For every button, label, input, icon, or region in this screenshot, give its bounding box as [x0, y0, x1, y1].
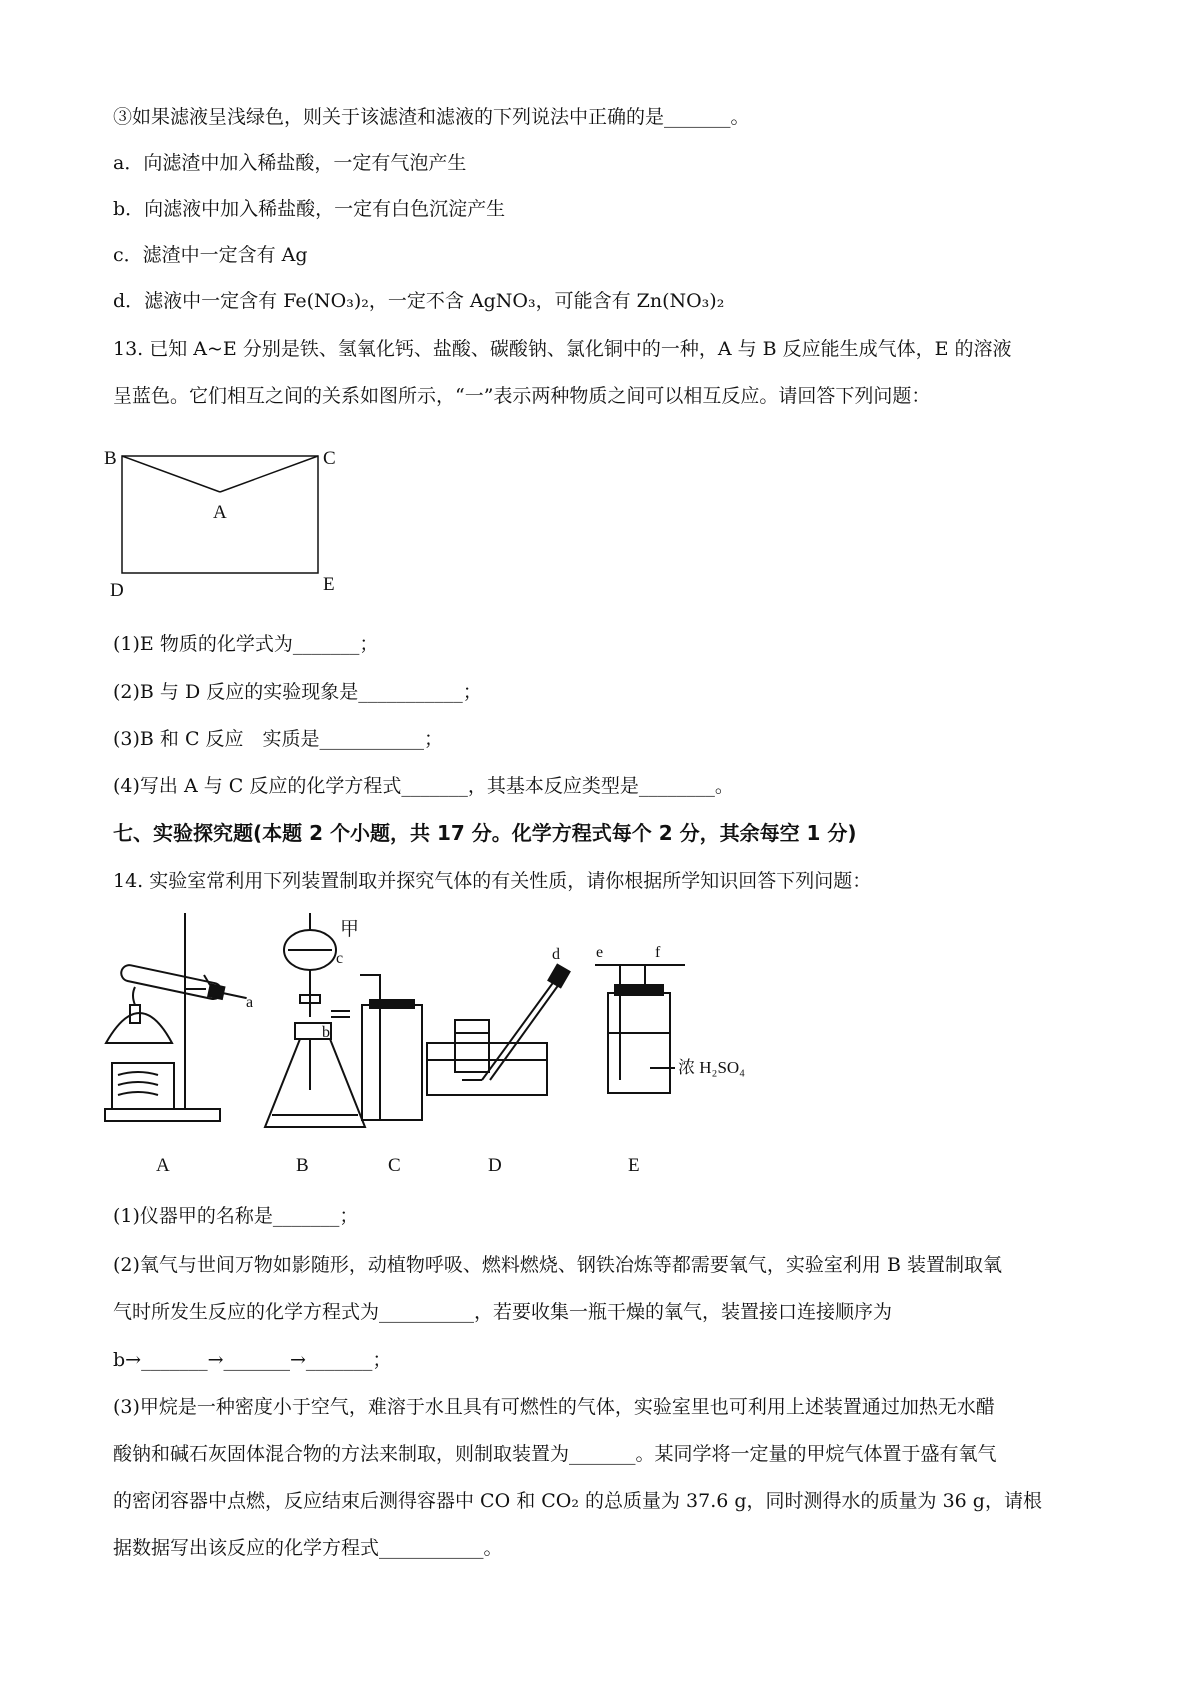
apparatus-c: [360, 975, 422, 1120]
apparatus-e: [595, 965, 685, 1093]
q14-3-line2: 酸钠和碱石灰固体混合物的方法来制取，则制取装置为_______。某同学将一定量的甲烷气体置于盛有氧气: [113, 1443, 997, 1465]
label-c: c: [336, 950, 344, 967]
q13-2: (2)B 与 D 反应的实验现象是___________；: [113, 681, 482, 703]
caption-a: A: [156, 1155, 170, 1176]
caption-e: E: [628, 1155, 640, 1176]
q13-3: (3)B 和 C 反应 实质是___________；: [113, 728, 444, 750]
q14-1: (1)仪器甲的名称是_______；: [113, 1205, 359, 1227]
apparatus-b: [265, 913, 365, 1127]
lab-apparatus-figure: [100, 905, 860, 1185]
label-e: e: [596, 944, 604, 961]
q14-stem: 14. 实验室常利用下列装置制取并探究气体的有关性质，请你根据所学知识回答下列问题：: [113, 870, 872, 892]
node-a-label: A: [213, 502, 227, 523]
q14-2-line2: 气时所发生反应的化学方程式为__________，若要收集一瓶干燥的氧气，装置接口连接顺序为: [113, 1301, 893, 1323]
label-jia: 甲: [340, 919, 360, 940]
option-d: d．滤液中一定含有 Fe(NO₃)₂，一定不含 AgNO₃，可能含有 Zn(NO₃)₂: [113, 290, 725, 312]
caption-d: D: [488, 1155, 502, 1176]
q12-3-stem: ③如果滤液呈浅绿色，则关于该滤渣和滤液的下列说法中正确的是_______。: [113, 106, 750, 128]
caption-c: C: [388, 1155, 401, 1176]
q14-3-line1: (3)甲烷是一种密度小于空气，难溶于水且具有可燃性的气体，实验室里也可利用上述装置通过加热无水醋: [113, 1396, 995, 1418]
q14-3-line4: 据数据写出该反应的化学方程式___________。: [113, 1537, 503, 1559]
caption-b: B: [296, 1155, 309, 1176]
section-heading: 七、实验探究题(本题 2 个小题，共 17 分。化学方程式每个 2 分，其余每空 1 分): [113, 821, 857, 845]
label-d: d: [552, 946, 560, 963]
label-f: f: [655, 944, 661, 961]
node-e-label: E: [323, 574, 335, 595]
node-c-label: C: [323, 448, 336, 469]
q13-1: (1)E 物质的化学式为_______；: [113, 633, 379, 655]
apparatus-d: [427, 965, 570, 1095]
q13-stem-line2: 呈蓝色。它们相互之间的关系如图所示，“一”表示两种物质之间可以相互反应。请回答下列问题：: [113, 385, 931, 407]
label-h2so4: 浓 H₂SO₄: [678, 1058, 746, 1077]
node-d-label: D: [110, 580, 124, 601]
node-b-label: B: [104, 448, 117, 469]
q13-stem-line1: 13. 已知 A~E 分别是铁、氢氧化钙、盐酸、碳酸钠、氯化铜中的一种，A 与 B 反应能生成气体，E 的溶液: [113, 338, 1012, 360]
label-b: b: [322, 1024, 330, 1041]
q14-3-line3: 的密闭容器中点燃，反应结束后测得容器中 CO 和 CO₂ 的总质量为 37.6 g，同时测得水的质量为 36 g，请根: [113, 1490, 1042, 1512]
label-a: a: [246, 994, 254, 1011]
apparatus-a: [105, 913, 248, 1121]
reaction-relationship-diagram: [100, 440, 380, 605]
q14-2-line1: (2)氧气与世间万物如影随形，动植物呼吸、燃料燃烧、钢铁冶炼等都需要氧气，实验室利用 B 装置制取氧: [113, 1254, 1002, 1276]
q13-4: (4)写出 A 与 C 反应的化学方程式_______，其基本反应类型是________。: [113, 775, 734, 797]
option-c: c．滤渣中一定含有 Ag: [113, 244, 308, 266]
option-b: b．向滤液中加入稀盐酸，一定有白色沉淀产生: [113, 198, 506, 220]
q14-2-line3: b→_______→_______→_______；: [113, 1349, 392, 1371]
option-a: a．向滤渣中加入稀盐酸，一定有气泡产生: [113, 152, 467, 174]
